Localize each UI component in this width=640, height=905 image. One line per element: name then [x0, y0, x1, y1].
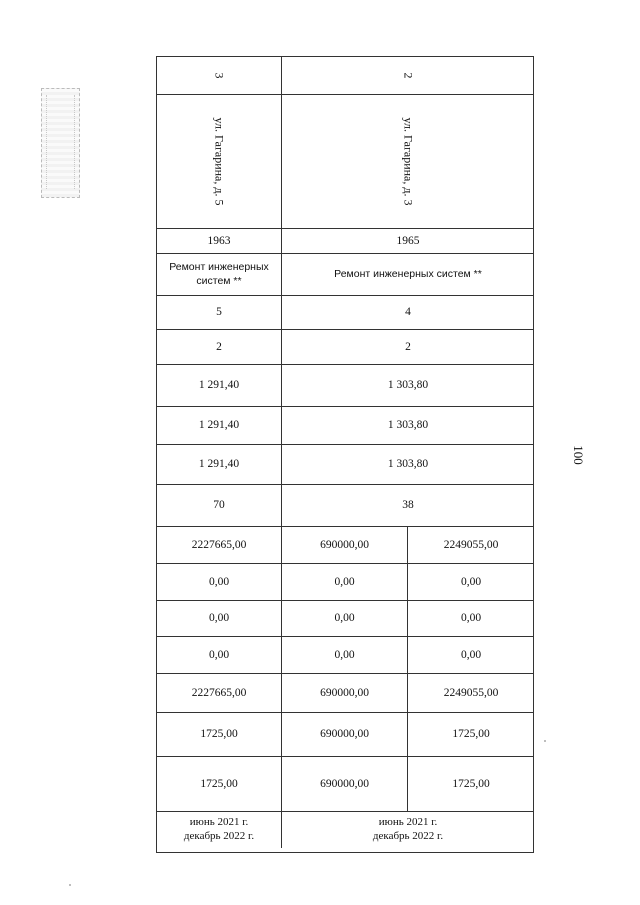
deadline-start: июнь 2021 г.	[189, 816, 249, 829]
column-number-cell	[157, 57, 282, 95]
max-unit-cost-cell: 1725,00	[408, 757, 534, 812]
residents-cell: 38	[282, 485, 534, 527]
column-number-cell	[282, 57, 534, 95]
total-area-cell: 1 291,40	[157, 365, 282, 407]
page-number: 100	[571, 445, 586, 465]
unit-cost-cell: 1725,00	[408, 713, 534, 757]
entrances-cell: 2	[157, 330, 282, 365]
total-cost-cell: 690000,00	[282, 527, 408, 564]
cost-cell: 0,00	[157, 601, 282, 637]
total-cost-cell: 2249055,00	[408, 527, 534, 564]
owners-cost-cell: 2249055,00	[408, 674, 534, 713]
deadline-cell	[157, 812, 282, 848]
scan-speck	[69, 884, 71, 886]
deadline-end: декабрь 2022 г.	[372, 830, 444, 842]
floors-cell: 5	[157, 296, 282, 330]
residents-cell: 70	[157, 485, 282, 527]
floors-cell: 4	[282, 296, 534, 330]
max-unit-cost-cell: 1725,00	[157, 757, 282, 812]
owned-area-cell: 1 303,80	[282, 445, 534, 485]
column-number: 2	[401, 72, 416, 79]
year-cell: 1965	[282, 229, 534, 254]
address-cell	[157, 95, 282, 229]
repair-program-table	[156, 56, 534, 853]
total-area-cell: 1 303,80	[282, 365, 534, 407]
apartment-area-cell: 1 303,80	[282, 407, 534, 445]
cost-cell: 0,00	[282, 601, 408, 637]
cost-cell: 0,00	[282, 637, 408, 674]
cost-cell: 0,00	[282, 564, 408, 601]
unit-cost-cell: 690000,00	[282, 713, 408, 757]
address-cell	[282, 95, 534, 229]
work-type-cell: Ремонт инженерных систем **	[282, 254, 534, 296]
approval-stamp	[41, 88, 80, 198]
cost-cell: 0,00	[157, 564, 282, 601]
address: ул. Гагарина, д. 5	[212, 117, 227, 206]
owned-area-cell: 1 291,40	[157, 445, 282, 485]
deadline-end: декабрь 2022 г.	[183, 830, 255, 842]
cost-cell: 0,00	[408, 637, 534, 674]
owners-cost-cell: 690000,00	[282, 674, 408, 713]
unit-cost-cell: 1725,00	[157, 713, 282, 757]
column-number: 3	[212, 72, 227, 79]
work-type-cell: Ремонт инженерных систем **	[157, 254, 282, 296]
owners-cost-cell: 2227665,00	[157, 674, 282, 713]
apartment-area-cell: 1 291,40	[157, 407, 282, 445]
scan-speck	[544, 740, 546, 742]
total-cost-cell: 2227665,00	[157, 527, 282, 564]
entrances-cell: 2	[282, 330, 534, 365]
cost-cell: 0,00	[157, 637, 282, 674]
cost-cell: 0,00	[408, 601, 534, 637]
cost-cell: 0,00	[408, 564, 534, 601]
deadline-cell	[282, 812, 534, 848]
address: ул. Гагарина, д. 3	[401, 117, 416, 206]
deadline-start: июнь 2021 г.	[378, 816, 438, 829]
max-unit-cost-cell: 690000,00	[282, 757, 408, 812]
year-cell: 1963	[157, 229, 282, 254]
